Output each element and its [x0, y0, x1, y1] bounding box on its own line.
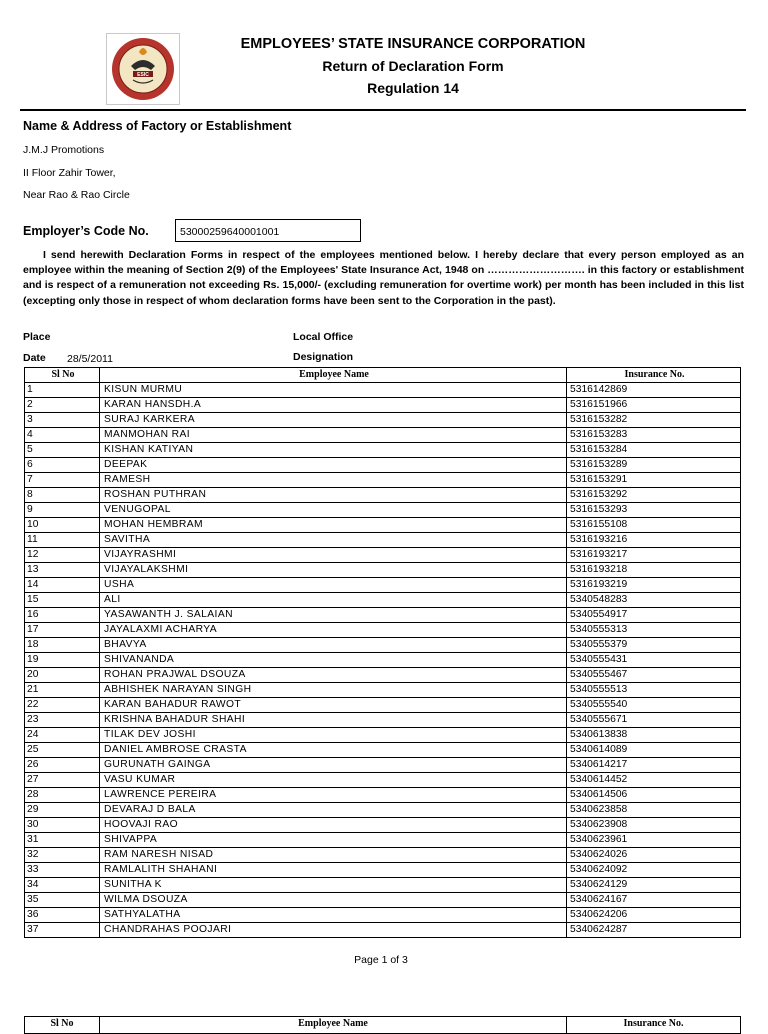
employee-name-cell: SHIVAPPA: [100, 833, 567, 848]
table-header-row: [25, 1017, 741, 1034]
slno-cell: 8: [25, 488, 100, 503]
table-row: [25, 623, 741, 638]
employee-name-cell: ROHAN PRAJWAL DSOUZA: [100, 668, 567, 683]
insurance-no-cell: 5316193219: [567, 578, 741, 593]
table-header-row: [25, 368, 741, 383]
place-label: Place: [23, 331, 51, 343]
insurance-no-cell: 5340624287: [567, 923, 741, 938]
designation-label: Designation: [293, 351, 354, 363]
employee-name-cell: ALI: [100, 593, 567, 608]
employee-name-cell: HOOVAJI RAO: [100, 818, 567, 833]
header-slno: Sl No: [25, 1017, 100, 1034]
insurance-no-cell: 5316153293: [567, 503, 741, 518]
table-row: [25, 608, 741, 623]
table-row: [25, 878, 741, 893]
table-row: [25, 668, 741, 683]
insurance-no-cell: 5340555671: [567, 713, 741, 728]
insurance-no-cell: 5340613838: [567, 728, 741, 743]
table-row: [25, 863, 741, 878]
employee-name-cell: LAWRENCE PEREIRA: [100, 788, 567, 803]
table-row: [25, 593, 741, 608]
table-row: [25, 428, 741, 443]
slno-cell: 25: [25, 743, 100, 758]
header-employee-name: Employee Name: [100, 1017, 567, 1034]
slno-cell: 3: [25, 413, 100, 428]
date-value: 28/5/2011: [67, 353, 113, 365]
table-row: [25, 683, 741, 698]
slno-cell: 33: [25, 863, 100, 878]
table-row: [25, 833, 741, 848]
insurance-no-cell: 5340624206: [567, 908, 741, 923]
table-row: [25, 443, 741, 458]
svg-text:ESIC: ESIC: [137, 72, 149, 78]
header-employee-name: Employee Name: [100, 368, 567, 383]
employee-name-cell: ROSHAN PUTHRAN: [100, 488, 567, 503]
table-row: [25, 923, 741, 938]
employee-name-cell: YASAWANTH J. SALAIAN: [100, 608, 567, 623]
slno-cell: 27: [25, 773, 100, 788]
employee-name-cell: DEVARAJ D BALA: [100, 803, 567, 818]
table-row: [25, 488, 741, 503]
employee-name-cell: RAMESH: [100, 473, 567, 488]
slno-cell: 13: [25, 563, 100, 578]
slno-cell: 21: [25, 683, 100, 698]
table-row: [25, 548, 741, 563]
slno-cell: 7: [25, 473, 100, 488]
table-row: [25, 728, 741, 743]
address-line-1: II Floor Zahir Tower,: [23, 167, 116, 179]
slno-cell: 16: [25, 608, 100, 623]
employee-name-cell: DANIEL AMBROSE CRASTA: [100, 743, 567, 758]
insurance-no-cell: 5340614089: [567, 743, 741, 758]
slno-cell: 35: [25, 893, 100, 908]
next-page-table-header: [24, 1016, 741, 1034]
employee-name-cell: RAM NARESH NISAD: [100, 848, 567, 863]
employee-name-cell: KRISHNA BAHADUR SHAHI: [100, 713, 567, 728]
insurance-no-cell: 5340624129: [567, 878, 741, 893]
insurance-no-cell: 5340624167: [567, 893, 741, 908]
insurance-no-cell: 5340623908: [567, 818, 741, 833]
insurance-no-cell: 5340555313: [567, 623, 741, 638]
employee-name-cell: VIJAYALAKSHMI: [100, 563, 567, 578]
slno-cell: 15: [25, 593, 100, 608]
employee-name-cell: VIJAYRASHMI: [100, 548, 567, 563]
slno-cell: 26: [25, 758, 100, 773]
esic-emblem-icon: [107, 34, 179, 104]
insurance-no-cell: 5340624092: [567, 863, 741, 878]
insurance-no-cell: 5340624026: [567, 848, 741, 863]
employee-name-cell: MANMOHAN RAI: [100, 428, 567, 443]
slno-cell: 34: [25, 878, 100, 893]
slno-cell: 23: [25, 713, 100, 728]
table-row: [25, 383, 741, 398]
slno-cell: 37: [25, 923, 100, 938]
employee-name-cell: BHAVYA: [100, 638, 567, 653]
employee-name-cell: MOHAN HEMBRAM: [100, 518, 567, 533]
address-line-2: Near Rao & Rao Circle: [23, 189, 130, 201]
table-row: [25, 473, 741, 488]
employee-name-cell: SUNITHA K: [100, 878, 567, 893]
insurance-no-cell: 5316153291: [567, 473, 741, 488]
insurance-no-cell: 5316153283: [567, 428, 741, 443]
insurance-no-cell: 5316153292: [567, 488, 741, 503]
insurance-no-cell: 5340555431: [567, 653, 741, 668]
table-row: [25, 653, 741, 668]
employee-name-cell: KARAN HANSDH.A: [100, 398, 567, 413]
insurance-no-cell: 5316193217: [567, 548, 741, 563]
employee-name-cell: KISHAN KATIYAN: [100, 443, 567, 458]
table-row: [25, 503, 741, 518]
employee-table: [24, 367, 741, 938]
table-row: [25, 893, 741, 908]
employee-name-cell: CHANDRAHAS POOJARI: [100, 923, 567, 938]
slno-cell: 11: [25, 533, 100, 548]
slno-cell: 17: [25, 623, 100, 638]
date-label: Date: [23, 352, 46, 364]
table-row: [25, 713, 741, 728]
employee-name-cell: SAVITHA: [100, 533, 567, 548]
insurance-no-cell: 5340555513: [567, 683, 741, 698]
insurance-no-cell: 5340548283: [567, 593, 741, 608]
table-row: [25, 758, 741, 773]
employee-name-cell: GURUNATH GAINGA: [100, 758, 567, 773]
slno-cell: 18: [25, 638, 100, 653]
slno-cell: 10: [25, 518, 100, 533]
table-row: [25, 908, 741, 923]
table-row: [25, 638, 741, 653]
employee-name-cell: KARAN BAHADUR RAWOT: [100, 698, 567, 713]
table-row: [25, 743, 741, 758]
org-title: EMPLOYEES’ STATE INSURANCE CORPORATION: [240, 36, 586, 52]
regulation-title: Regulation 14: [367, 80, 459, 96]
insurance-no-cell: 5316155108: [567, 518, 741, 533]
insurance-no-cell: 5340623961: [567, 833, 741, 848]
header-slno: Sl No: [25, 368, 100, 383]
slno-cell: 30: [25, 818, 100, 833]
insurance-no-cell: 5340555467: [567, 668, 741, 683]
insurance-no-cell: 5340554917: [567, 608, 741, 623]
table-row: [25, 458, 741, 473]
insurance-no-cell: 5316153282: [567, 413, 741, 428]
employee-name-cell: SATHYALATHA: [100, 908, 567, 923]
employee-name-cell: RAMLALITH SHAHANI: [100, 863, 567, 878]
establishment-name: J.M.J Promotions: [23, 144, 105, 156]
slno-cell: 24: [25, 728, 100, 743]
insurance-no-cell: 5340555379: [567, 638, 741, 653]
slno-cell: 28: [25, 788, 100, 803]
employee-name-cell: SHIVANANDA: [100, 653, 567, 668]
table-row: [25, 788, 741, 803]
table-row: [25, 818, 741, 833]
insurance-no-cell: 5316142869: [567, 383, 741, 398]
employer-code-label: Employer’s Code No.: [23, 224, 149, 238]
insurance-no-cell: 5316151966: [567, 398, 741, 413]
header-divider: [20, 109, 746, 111]
page-number: Page 1 of 3: [354, 954, 408, 966]
header-insurance-no: Insurance No.: [567, 368, 741, 383]
table-row: [25, 563, 741, 578]
slno-cell: 14: [25, 578, 100, 593]
insurance-no-cell: 5340614452: [567, 773, 741, 788]
employee-name-cell: VASU KUMAR: [100, 773, 567, 788]
table-row: [25, 413, 741, 428]
slno-cell: 20: [25, 668, 100, 683]
local-office-label: Local Office: [293, 331, 354, 343]
insurance-no-cell: 5340614506: [567, 788, 741, 803]
insurance-no-cell: 5340555540: [567, 698, 741, 713]
table-row: [25, 533, 741, 548]
employee-name-cell: DEEPAK: [100, 458, 567, 473]
employee-name-cell: KISUN MURMU: [100, 383, 567, 398]
employee-name-cell: USHA: [100, 578, 567, 593]
table-row: [25, 803, 741, 818]
insurance-no-cell: 5316153289: [567, 458, 741, 473]
table-row: [25, 773, 741, 788]
slno-cell: 29: [25, 803, 100, 818]
employee-name-cell: JAYALAXMI ACHARYA: [100, 623, 567, 638]
slno-cell: 36: [25, 908, 100, 923]
employer-code-field: 53000259640001001: [175, 219, 361, 242]
establishment-heading: Name & Address of Factory or Establishment: [23, 119, 292, 133]
slno-cell: 4: [25, 428, 100, 443]
header-insurance-no: Insurance No.: [567, 1017, 741, 1034]
slno-cell: 32: [25, 848, 100, 863]
declaration-paragraph: [23, 248, 744, 309]
slno-cell: 9: [25, 503, 100, 518]
employee-name-cell: VENUGOPAL: [100, 503, 567, 518]
slno-cell: 12: [25, 548, 100, 563]
slno-cell: 19: [25, 653, 100, 668]
declaration-text: I send herewith Declaration Forms in respect of the employees mentioned below. I hereby declare that every person employed as an employee within the meaning of Section 2(9) of the Employees' State Insurance Act, 1948 on ………………………. in this factory or establishment and is respect of a remuneration not exceeding Rs. 15,000/- (excluding remuneration for overtime work) per month has been included in this list (excepting only those in respect of whom declaration forms have been sent to the Corporation in the past).: [23, 249, 744, 307]
slno-cell: 22: [25, 698, 100, 713]
employee-name-cell: WILMA DSOUZA: [100, 893, 567, 908]
slno-cell: 31: [25, 833, 100, 848]
slno-cell: 6: [25, 458, 100, 473]
slno-cell: 5: [25, 443, 100, 458]
slno-cell: 2: [25, 398, 100, 413]
insurance-no-cell: 5316193218: [567, 563, 741, 578]
insurance-no-cell: 5316193216: [567, 533, 741, 548]
esic-logo: [106, 33, 180, 105]
table-row: [25, 578, 741, 593]
table-row: [25, 698, 741, 713]
table-row: [25, 518, 741, 533]
table-row: [25, 398, 741, 413]
slno-cell: 1: [25, 383, 100, 398]
insurance-no-cell: 5340623858: [567, 803, 741, 818]
employee-name-cell: TILAK DEV JOSHI: [100, 728, 567, 743]
employee-name-cell: SURAJ KARKERA: [100, 413, 567, 428]
insurance-no-cell: 5316153284: [567, 443, 741, 458]
table-row: [25, 848, 741, 863]
insurance-no-cell: 5340614217: [567, 758, 741, 773]
employee-name-cell: ABHISHEK NARAYAN SINGH: [100, 683, 567, 698]
form-title: Return of Declaration Form: [322, 58, 504, 74]
